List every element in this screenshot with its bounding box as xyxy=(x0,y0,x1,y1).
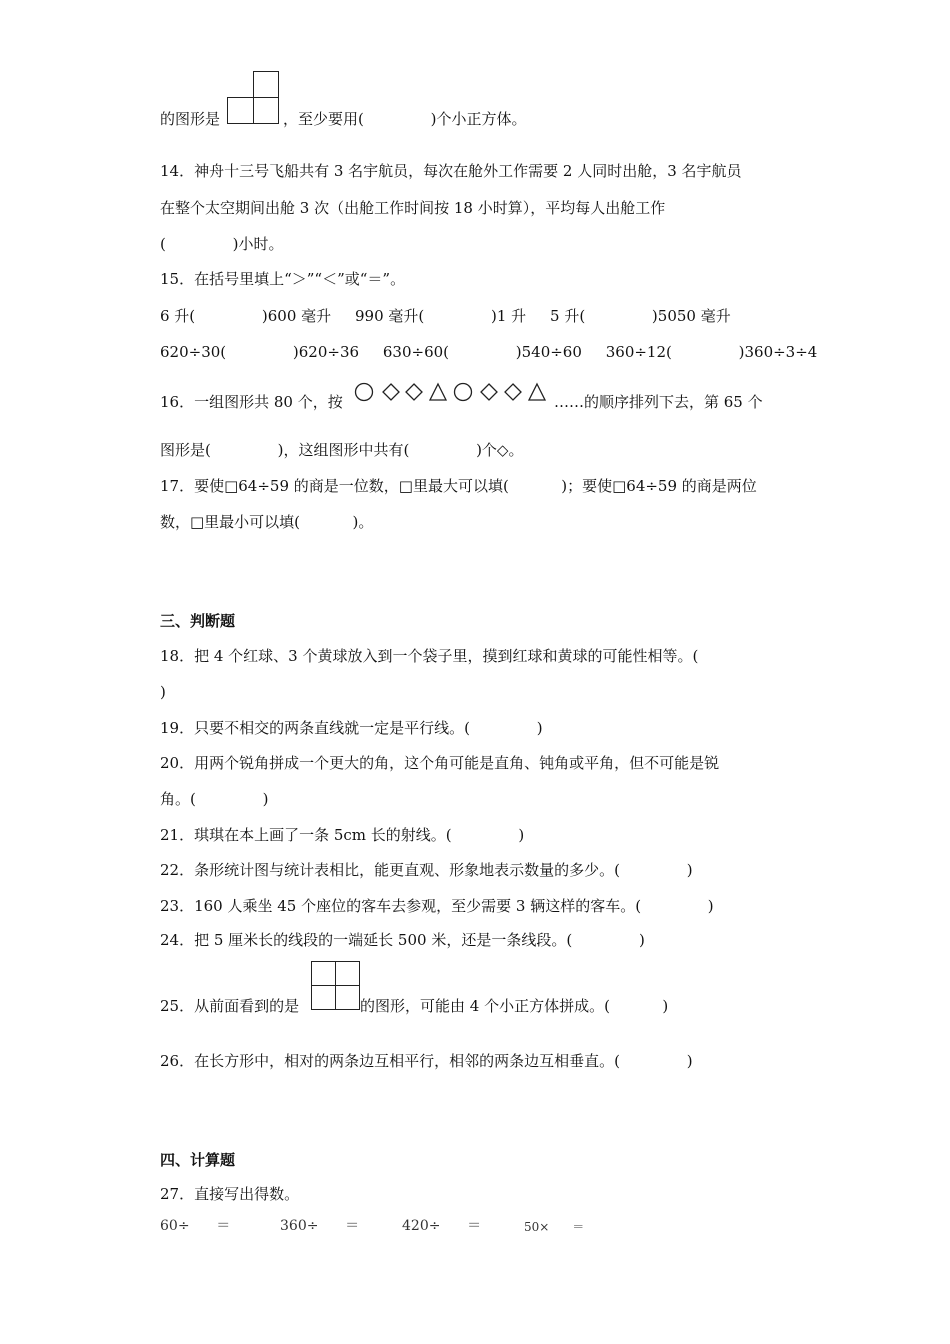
q25-prefix: 25．从前面看到的是 xyxy=(160,997,300,1015)
diamond-icon xyxy=(481,384,497,400)
q13-cell-bottom-left xyxy=(227,97,254,124)
q25-cell xyxy=(311,961,336,986)
q22: 22．条形统计图与统计表相比，能更直观、形象地表示数量的多少。( ) xyxy=(160,861,693,879)
calc-item-2: 360÷ ＝ xyxy=(280,1218,360,1234)
q14-line3: ( )小时。 xyxy=(160,235,284,253)
q25-cell xyxy=(335,985,360,1010)
q14-line2: 在整个太空期间出舱 3 次（出舱工作时间按 18 小时算），平均每人出舱工作 xyxy=(160,199,666,217)
q27-stem: 27．直接写出得数。 xyxy=(160,1185,300,1203)
q23: 23．160 人乘坐 45 个座位的客车去参观，至少需要 3 辆这样的客车。( ) xyxy=(160,897,714,915)
q13-suffix: ，至少要用( )个小正方体。 xyxy=(283,110,527,128)
section4-title: 四、计算题 xyxy=(160,1151,236,1169)
q25-cell xyxy=(311,985,336,1010)
q20-line2: 角。( ) xyxy=(160,790,269,808)
q17-line1: 17．要使□64÷59 的商是一位数，□里最大可以填( )；要使□64÷59 的商是两位 xyxy=(160,477,757,495)
q15-row2: 620÷30( )620÷36 630÷60( )540÷60 360÷12( )360÷3÷4 xyxy=(160,343,818,361)
q21: 21．琪琪在本上画了一条 5cm 长的射线。( ) xyxy=(160,826,525,844)
q16-prefix: 16．一组图形共 80 个，按 xyxy=(160,393,343,411)
q13-cell-top xyxy=(253,71,279,98)
q16-line2: 图形是( )，这组图形中共有( )个◇。 xyxy=(160,441,524,459)
circle-icon xyxy=(356,384,373,401)
q13-prefix: 的图形是 xyxy=(160,110,221,128)
q26: 26．在长方形中，相对的两条边互相平行，相邻的两条边互相垂直。( ) xyxy=(160,1052,693,1070)
q24: 24．把 5 厘米长的线段的一端延长 500 米，还是一条线段。( ) xyxy=(160,931,645,949)
calc-item-4: 50× ＝ xyxy=(524,1220,585,1234)
q25-cell xyxy=(335,961,360,986)
q17-line2: 数，□里最小可以填( )。 xyxy=(160,513,374,531)
calc-item-1: 60÷ ＝ xyxy=(160,1218,231,1234)
triangle-icon xyxy=(430,384,446,400)
section3-title: 三、判断题 xyxy=(160,612,236,630)
diamond-icon xyxy=(406,384,422,400)
q16-suffix: ……的顺序排列下去，第 65 个 xyxy=(554,393,763,411)
q19: 19．只要不相交的两条直线就一定是平行线。( ) xyxy=(160,719,543,737)
q13-cell-bottom-right xyxy=(253,97,279,124)
q16-shape-sequence xyxy=(353,381,553,405)
q18-line2: ) xyxy=(160,683,166,701)
q15-stem: 15．在括号里填上“＞”“＜”或“＝”。 xyxy=(160,270,406,288)
calc-item-3: 420÷ ＝ xyxy=(402,1218,482,1234)
q15-row1: 6 升( )600 毫升 990 毫升( )1 升 5 升( )5050 毫升 xyxy=(160,307,731,325)
circle-icon xyxy=(455,384,472,401)
q25-suffix: 的图形，可能由 4 个小正方体拼成。( ) xyxy=(360,997,669,1015)
triangle-icon xyxy=(529,384,545,400)
q14-line1: 14．神舟十三号飞船共有 3 名宇航员，每次在舱外工作需要 2 人同时出舱，3 名宇航员 xyxy=(160,162,742,180)
q18-line1: 18．把 4 个红球、3 个黄球放入到一个袋子里，摸到红球和黄球的可能性相等。( xyxy=(160,647,699,665)
diamond-icon xyxy=(383,384,399,400)
q20-line1: 20．用两个锐角拼成一个更大的角，这个角可能是直角、钝角或平角，但不可能是锐 xyxy=(160,754,720,772)
diamond-icon xyxy=(505,384,521,400)
